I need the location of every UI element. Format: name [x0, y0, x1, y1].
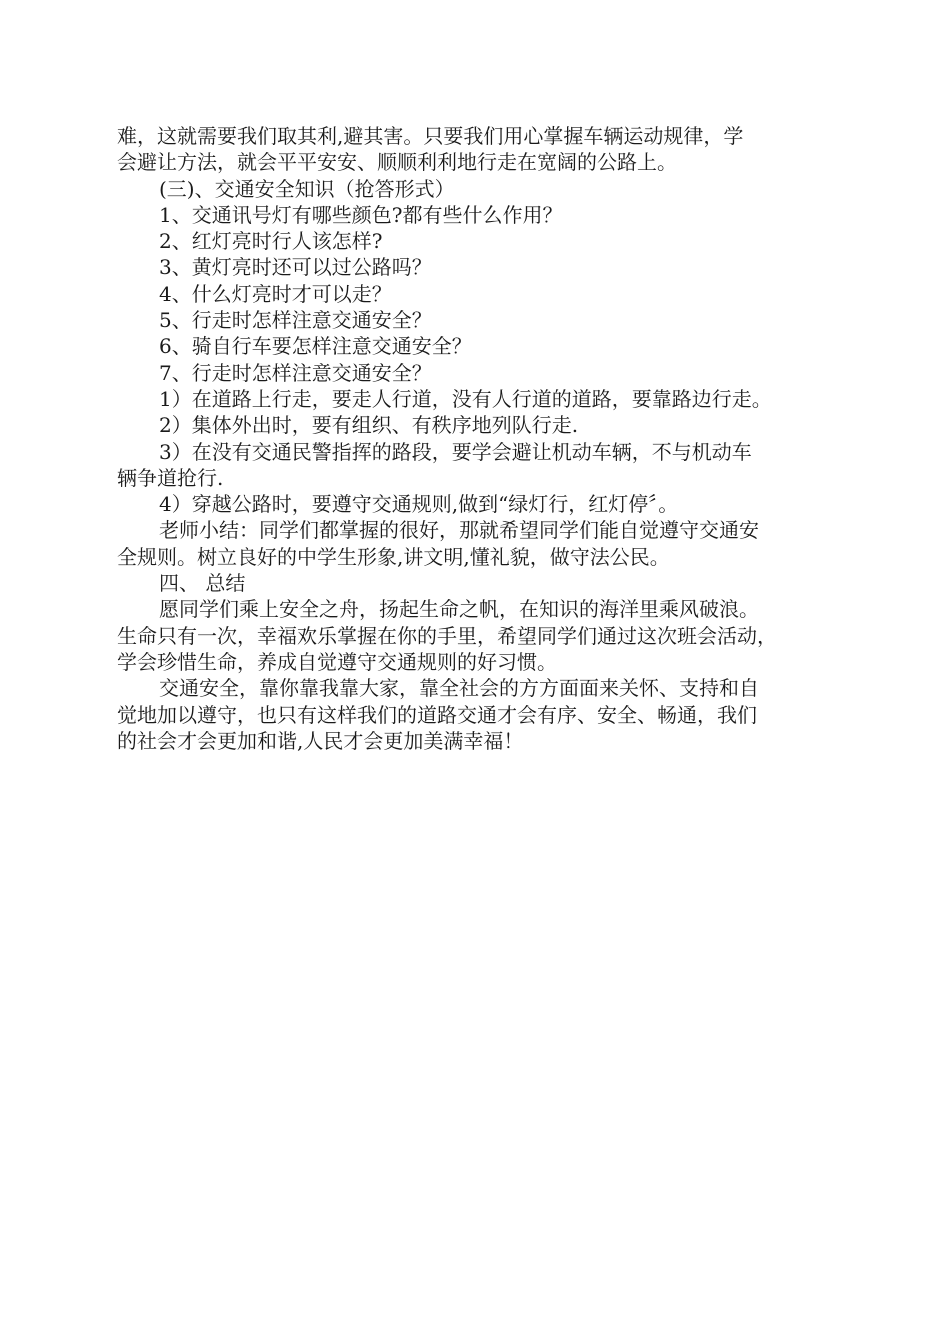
text-line: 交通安全，靠你靠我靠大家，靠全社会的方方面面来关怀、支持和自 [159, 676, 759, 701]
text-line: 4、什么灯亮时才可以走？ [159, 281, 392, 306]
text-line: 2、红灯亮时行人该怎样? [159, 229, 383, 254]
document-body [117, 123, 837, 754]
text-line: 2）集体外出时，要有组织、有秩序地列队行走. [159, 413, 579, 438]
text-line: 3）在没有交通民警指挥的路段，要学会避让机动车辆，不与机动车 [159, 439, 752, 464]
text-line: 7、行走时怎样注意交通安全？ [159, 360, 432, 385]
text-line: 3、黄灯亮时还可以过公路吗？ [159, 255, 432, 280]
text-line: 全规则。树立良好的中学生形象,讲文明,懂礼貌，做守法公民。 [117, 544, 670, 569]
text-line: 学会珍惜生命，养成自觉遵守交通规则的好习惯。 [117, 649, 557, 674]
text-line: 的社会才会更加和谐,人民才会更加美满幸福！ [117, 728, 524, 753]
text-line: 四、 总结 [159, 571, 246, 596]
text-line: 6、骑自行车要怎样注意交通安全？ [159, 334, 472, 359]
text-line: 愿同学们乘上安全之舟，扬起生命之帆，在知识的海洋里乘风破浪。 [159, 597, 759, 622]
text-line: (三)、交通安全知识（抢答形式） [159, 176, 455, 201]
text-line: 4）穿越公路时，要遵守交通规则,做到“绿灯行，红灯停〞。 [159, 492, 679, 517]
text-line: 1）在道路上行走，要走人行道，没有人行道的道路，要靠路边行走。 [159, 386, 772, 411]
text-line: 生命只有一次，幸福欢乐掌握在你的手里，希望同学们通过这次班会活动， [117, 623, 777, 648]
text-line: 觉地加以遵守，也只有这样我们的道路交通才会有序、安全、畅通，我们 [117, 702, 757, 727]
text-line: 5、行走时怎样注意交通安全？ [159, 308, 432, 333]
text-line: 1、交通讯号灯有哪些颜色?都有些什么作用？ [159, 202, 563, 227]
text-line: 辆争道抢行. [117, 465, 224, 490]
text-line: 难，这就需要我们取其利,避其害。只要我们用心掌握车辆运动规律，学 [117, 124, 744, 148]
text-line: 老师小结：同学们都掌握的很好，那就希望同学们能自觉遵守交通安 [159, 518, 759, 543]
text-line: 会避让方法，就会平平安安、顺顺利利地行走在宽阔的公路上。 [117, 150, 677, 175]
